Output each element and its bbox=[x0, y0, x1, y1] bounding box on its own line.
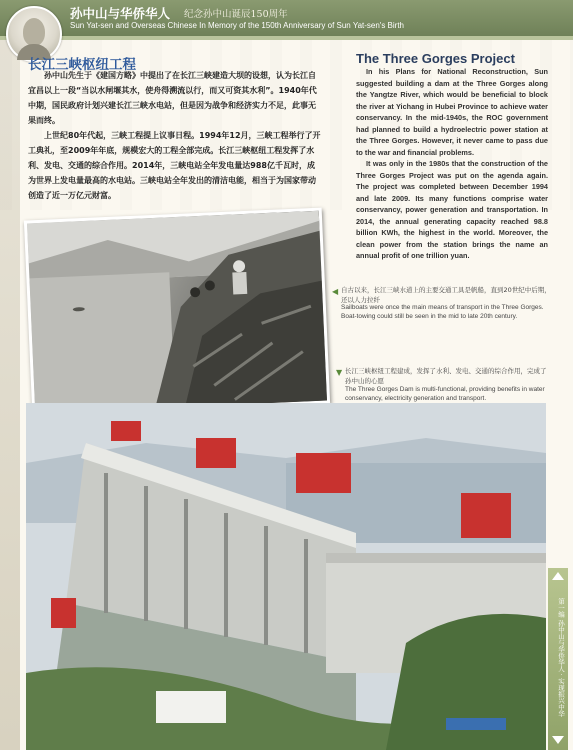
paragraph-cn-2: 上世纪80年代起，三峡工程提上议事日程。1994年12月，三峡工程举行了开工典礼，至2009年年底，规模宏大的工程全部完成。长江三峡枢纽工程发挥了水利、发电、交通的综合作用。2014年，三峡电站全年发电量达988亿千瓦时，成为世界上发电量最高的水电站。三峡电站全年发出的清洁电能，相当于为国家带动创造了近一万亿元财富。 bbox=[28, 131, 321, 200]
header-subtitle-en: Sun Yat-sen and Overseas Chinese In Memory of the 150th Anniversary of Sun Yat-sen's Birth bbox=[70, 21, 405, 30]
paragraph-en-1: In his Plans for National Reconstruction, Sun suggested building a dam at the Three Gorges along the Yangtze River, which would be beneficial to block the river at Yichang in Hubei Province to achieve water conservancy. In the mid-1940s, the ROC government had planned to build a hydroelectric power station at the Three Gorges. However, it never came to pass due to the war and financial problems. bbox=[356, 67, 548, 157]
caption-2-en: The Three Gorges Dam is multi-functional, providing benefits in water conservancy, electricity generation and transport. bbox=[345, 386, 545, 402]
dam-illustration bbox=[26, 403, 546, 750]
paragraph-cn-1: 孙中山先生于《建国方略》中提出了在长江三峡建造大坝的设想，认为长江自宜昌以上一段“当以水闸堰其水，使舟得溯流以行，而又可资其水利”。1940年代中期，国民政府计划兴建长江三峡水电站，但是因为战争和经济实力不足，此事无果而终。 bbox=[28, 71, 317, 125]
section-body-cn bbox=[28, 68, 322, 203]
side-tab-label: 第一编 孙中山与华侨华人 · 实现振兴中华 bbox=[557, 598, 565, 717]
caption-2-cn: 长江三峡枢纽工程建成，发挥了水利、发电、交通的综合作用，完成了孙中山的心愿 bbox=[345, 367, 547, 385]
caption-arrow-left-icon: ◀ bbox=[332, 287, 339, 296]
section-title-en: The Three Gorges Project bbox=[356, 51, 515, 66]
header-subtitle-cn: 纪念孙中山诞辰150周年 bbox=[184, 9, 288, 20]
paragraph-en-2: It was only in the 1980s that the construction of the Three Gorges Project was put on the agenda again. The project was completed between December 1994 and late 2009. Its many functions comprise water conservancy, power generation and transportation. In 2014, the annual generating capacity reached 98.8 billion KWh, the highest in the world. Moreover, the clean power from the station brings the name an annual profit of one trillion yuan. bbox=[356, 159, 548, 260]
boat-towing-illustration bbox=[27, 211, 327, 414]
side-up-arrow-icon bbox=[552, 572, 564, 580]
photo-boat-towing bbox=[24, 208, 330, 417]
section-body-en bbox=[356, 66, 548, 262]
portrait-face bbox=[23, 18, 45, 46]
photo-three-gorges-dam bbox=[26, 403, 546, 750]
caption-1-en: Sailboats were once the main means of transport in the Three Gorges. Boat-towing could still be seen in the mid to late 20th century. bbox=[341, 304, 544, 320]
header-title-cn: 孙中山与华侨华人 bbox=[70, 6, 171, 21]
section-title-cn: 长江三峡枢纽工程 bbox=[28, 57, 136, 73]
caption-arrow-down-icon: ▼ bbox=[336, 368, 343, 377]
photo-boat-towing-image bbox=[27, 211, 327, 414]
header-rule bbox=[0, 36, 573, 40]
side-down-arrow-icon bbox=[552, 736, 564, 744]
caption-1-cn: 自古以来，长江三峡水道上的主要交通工具是帆船，直到20世纪中后期，还以人力拉纤 bbox=[341, 286, 551, 304]
